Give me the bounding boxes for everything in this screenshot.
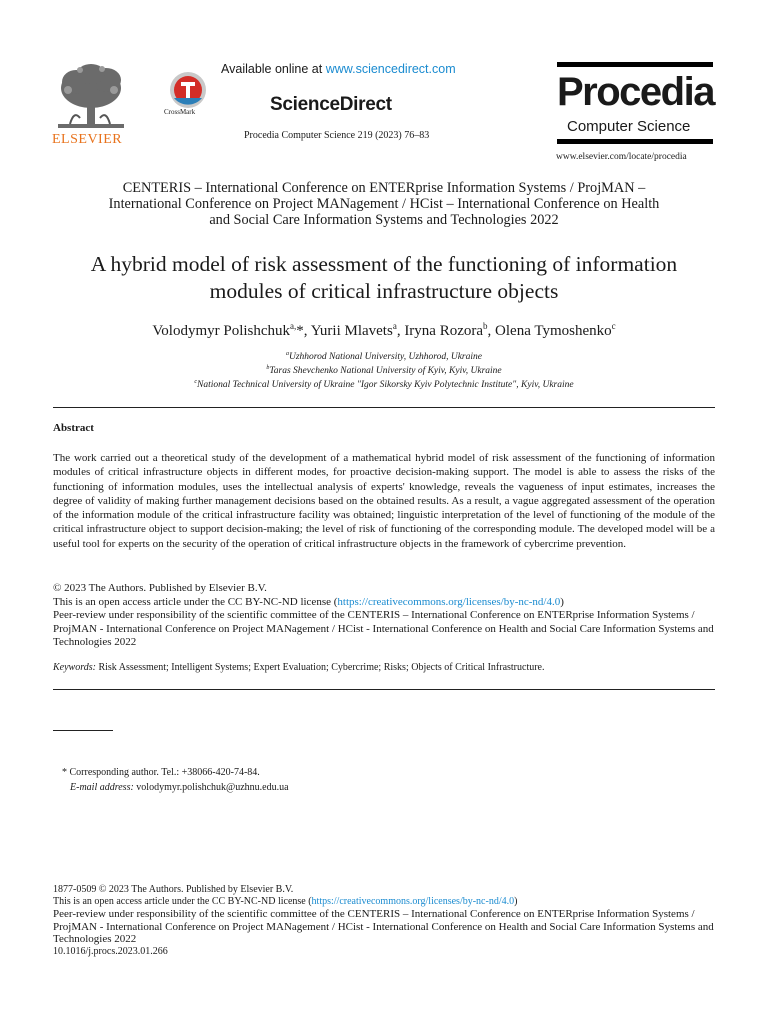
procedia-subtitle: Computer Science — [567, 118, 691, 135]
affiliation-marker: c — [194, 379, 198, 385]
affiliation-marker: b — [266, 365, 270, 371]
email-label: E-mail address: — [70, 782, 134, 793]
keywords-list: Risk Assessment; Intelligent Systems; Expert Evaluation; Cybercrime; Risks; Objects of Critical Infrastructure. — [98, 662, 545, 673]
conference-line-3: and Social Care Information Systems and Technologies 2022 — [209, 212, 559, 228]
author-separator: , — [396, 323, 405, 339]
author-affil-marker: b — [483, 321, 488, 331]
author-affil-marker: c — [611, 321, 616, 331]
procedia-logo: Procedia — [557, 70, 714, 114]
affiliation-text: National Technical University of Ukraine "Igor Sikorsky Kyiv Polytechnic Institute", Kyiv, Ukraine — [197, 380, 574, 391]
copyright-line: © 2023 The Authors. Published by Elsevier B.V. — [53, 582, 267, 594]
crossmark-label: CrossMark — [164, 108, 196, 116]
author-affil-marker: a, — [290, 321, 297, 331]
affiliation — [40, 351, 728, 362]
author-list — [40, 321, 728, 340]
author-name: Volodymyr Polishchuk — [152, 323, 291, 339]
abstract-heading: Abstract — [53, 422, 94, 434]
email-address[interactable]: volodymyr.polishchuk@uzhnu.edu.ua — [136, 782, 289, 793]
crossmark-icon[interactable] — [166, 70, 210, 110]
available-online-line — [221, 62, 456, 76]
license-suffix: ) — [560, 595, 564, 608]
author-separator: *, — [296, 323, 311, 339]
affiliation-marker: a — [286, 351, 289, 357]
author-separator: , — [487, 323, 496, 339]
footer-license-prefix: This is an open access article under the CC BY-NC-ND license ( — [53, 896, 312, 907]
divider — [53, 407, 715, 408]
doi-line[interactable]: 10.1016/j.procs.2023.01.266 — [53, 945, 168, 957]
paper-title — [40, 251, 728, 305]
license-line — [53, 596, 715, 610]
correspondence-note — [62, 765, 289, 795]
divider — [53, 689, 715, 690]
author-name: Yurii Mlavets — [310, 323, 393, 339]
available-prefix: Available online at — [221, 62, 323, 76]
affiliation-text: Uzhhorod National University, Uzhhorod, Ukraine — [289, 352, 482, 363]
sciencedirect-logo: ScienceDirect — [270, 94, 392, 115]
footer-peer-review: Peer-review under responsibility of the scientific committee of the CENTERIS – International Conference on ENTERprise Information Systems / ProjMAN - International Conference on Project MANagement / HCist - International Conference on Health and Social Care Information Systems and Technologies 2022 — [53, 908, 714, 945]
corresponding-author-line: * Corresponding author. Tel.: +38066-420-74-84. — [62, 767, 260, 778]
abstract-text: The work carried out a theoretical study of the development of a mathematical hybrid model of risk assessment of the functioning of information modules of critical infrastructure objects in different modes, for proactive decision-making support. The model is able to assess the risks of the functioning of information modules, uses the intellectual analysis of experts' knowledge, reveals the vagueness of input estimates, increases the degree of validity of making further management decisions based on the obtained results. As a result, a vague aggregated assessment of the operation of the information module of the critical infrastructure facility was obtained; linguistic interpretation of the level of functioning of the module of the critical infrastructure object to support decision-making; the level of risk of functioning of the corresponding module. The developed model will be a useful tool for experts on the security of the operation of critical infrastructure objects in the framework of cybercrime prevention. — [53, 452, 715, 550]
author-name: Iryna Rozora — [404, 323, 484, 339]
author-affil-marker: a — [392, 321, 397, 331]
copyright-block — [53, 582, 715, 650]
sciencedirect-link[interactable]: www.sciencedirect.com — [325, 62, 456, 76]
footer-license-suffix: ) — [514, 896, 518, 907]
affiliation-text: Taras Shevchenko National University of Kyiv, Kyiv, Ukraine — [269, 366, 502, 377]
journal-reference: Procedia Computer Science 219 (2023) 76–83 — [244, 130, 430, 141]
elsevier-wordmark: ELSEVIER — [52, 132, 123, 147]
conference-name — [40, 180, 728, 228]
keywords-line — [53, 662, 715, 673]
footer-license-line — [53, 896, 723, 908]
license-prefix: This is an open access article under the CC BY-NC-ND license ( — [53, 595, 338, 608]
affiliation — [40, 365, 728, 376]
journal-url[interactable]: www.elsevier.com/locate/procedia — [556, 152, 687, 162]
peer-review-line: Peer-review under responsibility of the scientific committee of the CENTERIS – International Conference on ENTERprise Information Systems / ProjMAN - International Conference on Project MANagement / HCist - International Conference on Health and Social Care Information Systems and Technologies 2022 — [53, 609, 714, 649]
title-line-2: modules of critical infrastructure objects — [209, 279, 559, 303]
email-line — [62, 780, 289, 795]
author-name: Olena Tymoshenko — [495, 323, 612, 339]
conference-line-1: CENTERIS – International Conference on ENTERprise Information Systems / ProjMAN – — [122, 180, 646, 196]
license-link[interactable]: https://creativecommons.org/licenses/by-nc-nd/4.0 — [337, 595, 561, 608]
keywords-label: Keywords: — [53, 662, 96, 673]
page-footer — [53, 884, 723, 958]
footer-license-link[interactable]: https://creativecommons.org/licenses/by-nc-nd/4.0 — [311, 896, 515, 907]
affiliation — [40, 379, 728, 390]
footnote-divider — [53, 730, 113, 731]
title-line-1: A hybrid model of risk assessment of the functioning of information — [90, 252, 678, 276]
conference-line-2: International Conference on Project MANagement / HCist – International Conference on Health — [108, 196, 660, 212]
issn-line: 1877-0509 © 2023 The Authors. Published by Elsevier B.V. — [53, 884, 294, 895]
